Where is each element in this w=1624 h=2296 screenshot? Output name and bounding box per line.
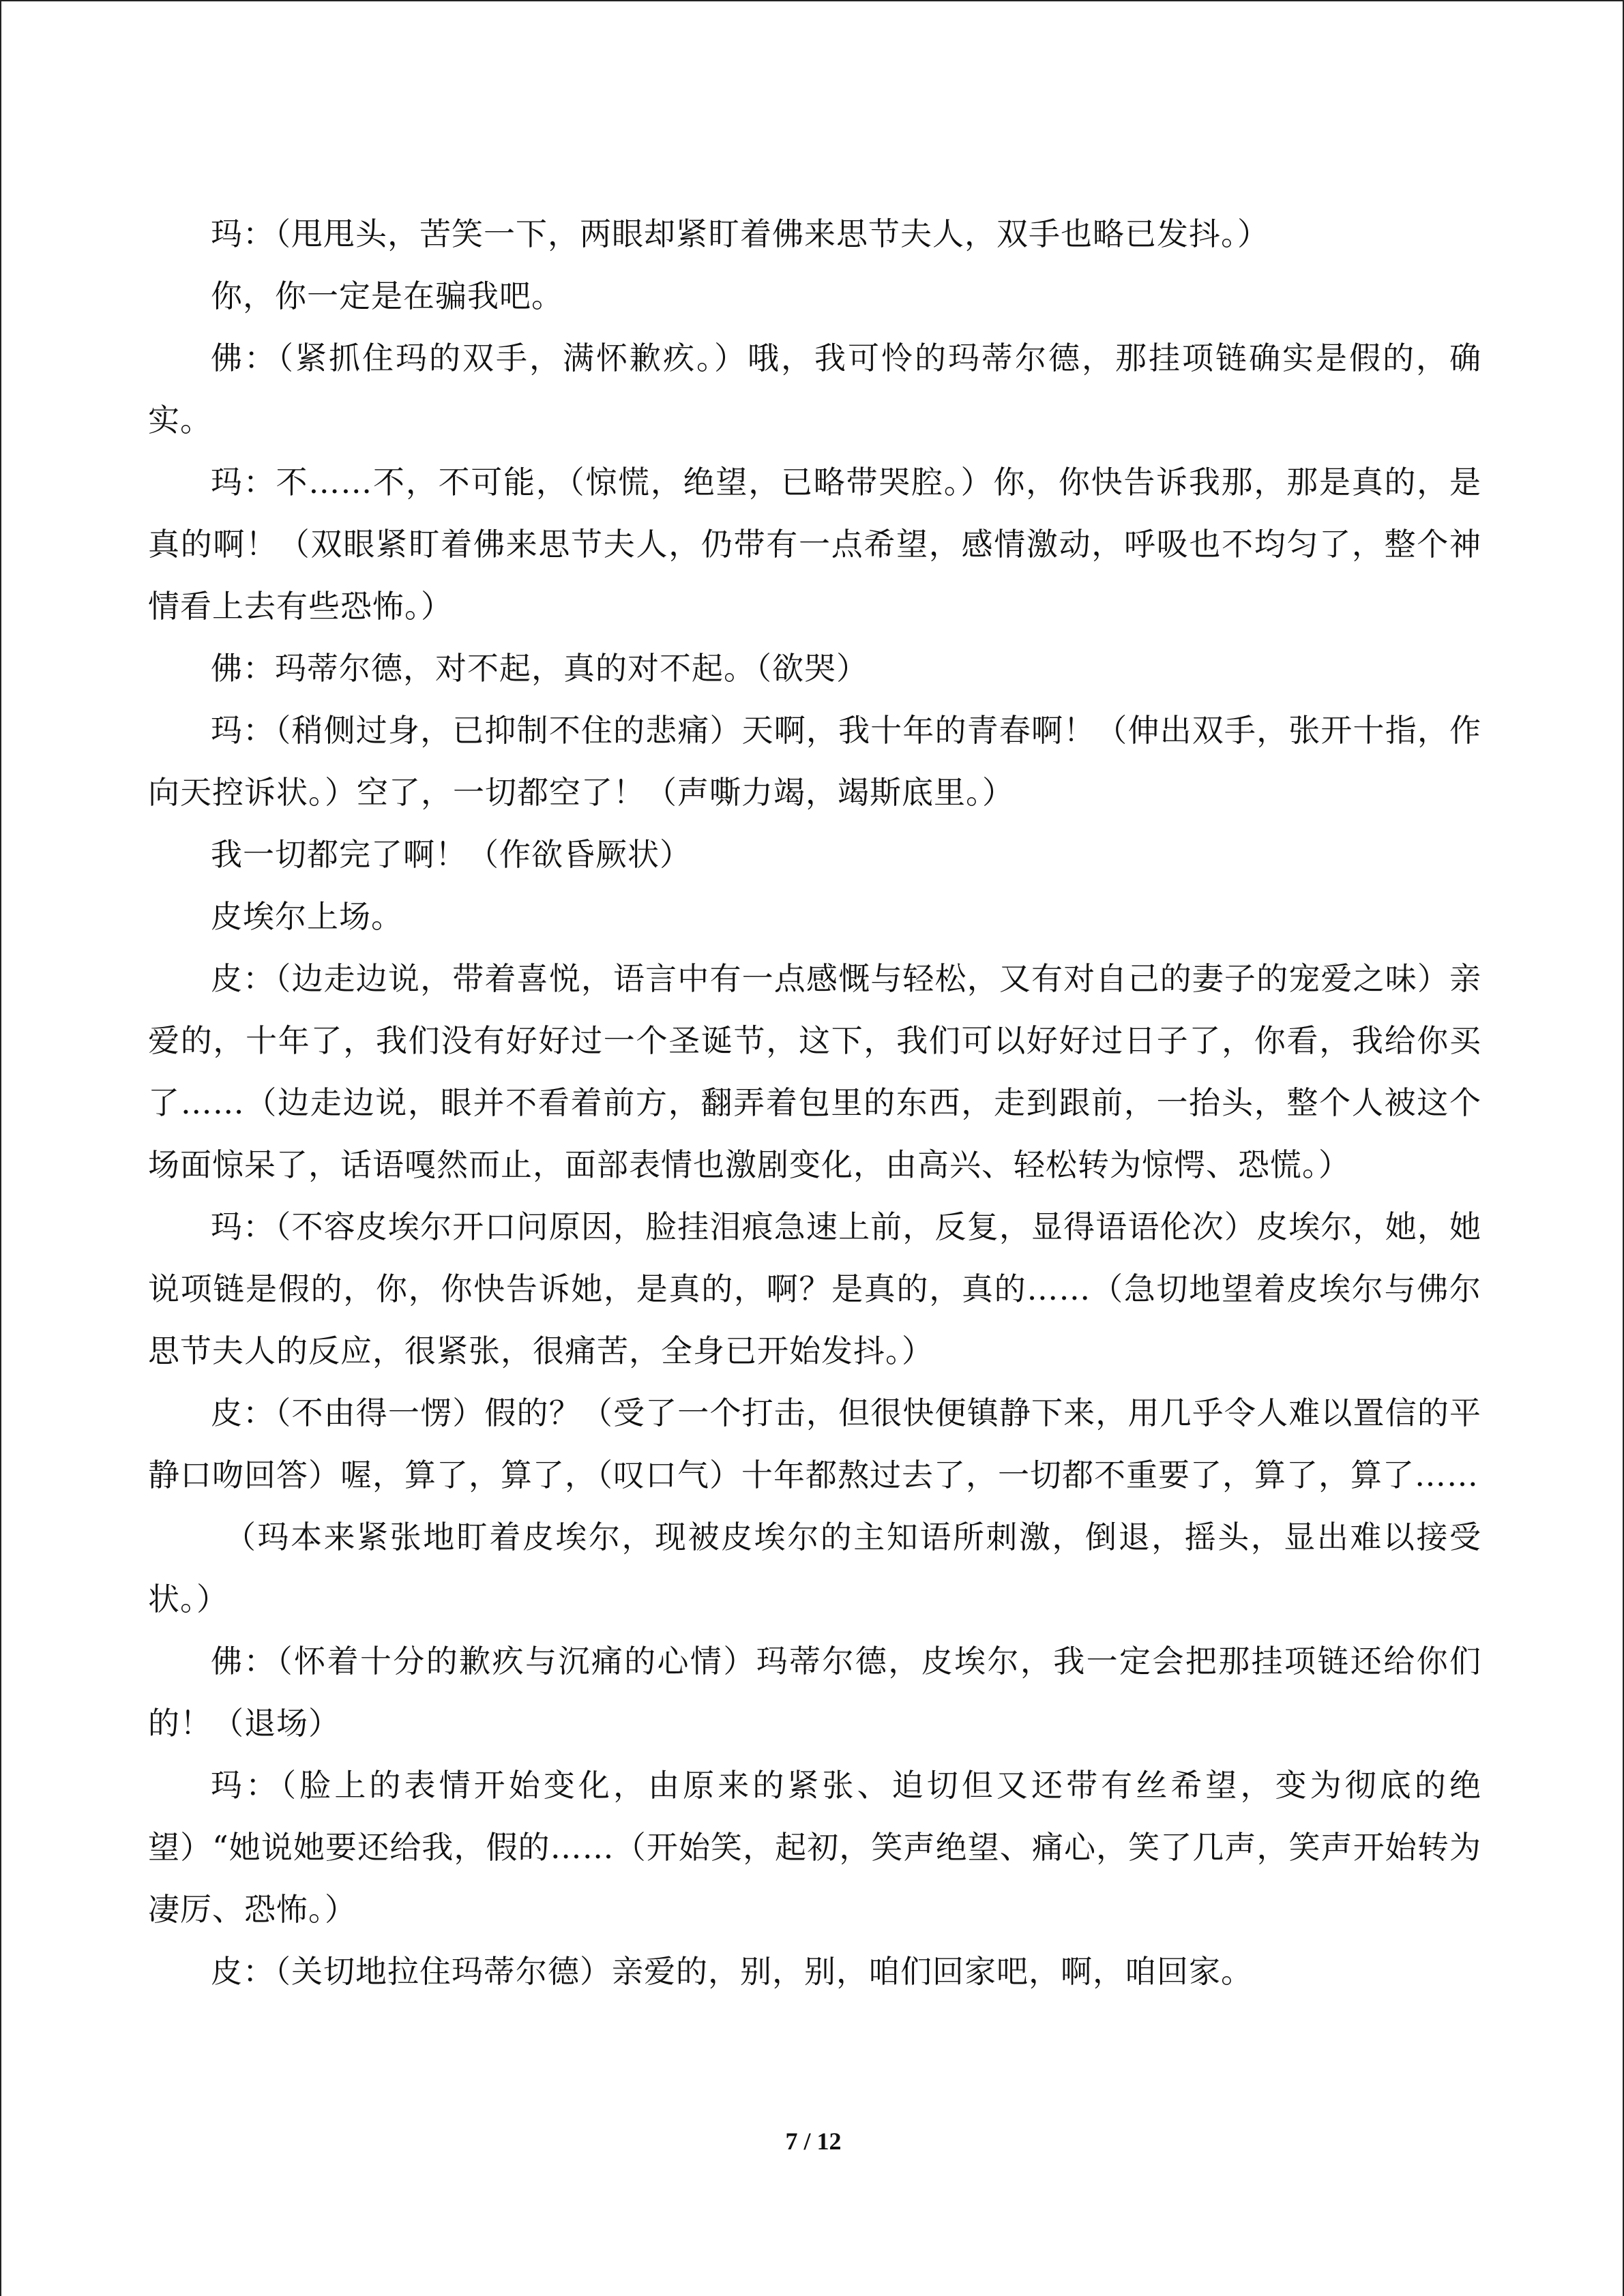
paragraph-fo-promise: 佛：（怀着十分的歉疚与沉痛的心情）玛蒂尔德，皮埃尔，我一定会把那挂项链还给你们的！（退场） — [148, 1643, 1481, 1742]
stage-direction-pierre-enters: 皮埃尔上场。 — [211, 898, 403, 935]
stage-direction-ma-reaction: （玛本来紧张地盯着皮埃尔，现被皮埃尔的主知语所刺激，倒退，摇头，显出难以接受状。） — [148, 1519, 1481, 1617]
page-number: 7 / 12 — [785, 2128, 842, 2155]
paragraph-ma-shakes-head: 玛：（甩甩头，苦笑一下，两眼却紧盯着佛来思节夫人，双手也略已发抖。） — [211, 215, 1269, 252]
paragraph-fo-apology: 佛：玛蒂尔德，对不起，真的对不起。（欲哭） — [211, 650, 868, 687]
paragraph-pi-comforts: 皮：（关切地拉住玛蒂尔德）亲爱的，别，别，咱们回家吧，啊，咱回家。 — [211, 1953, 1253, 1990]
paragraph-ma-despair: 玛：（脸上的表情开始变化，由原来的紧张、迫切但又还带有丝希望，变为彻底的绝望）“她说她要还给我，假的……（开始笑，起初，笑声绝望、痛心，笑了几声，笑声开始转为凄厉、恐怖。） — [148, 1767, 1481, 1928]
paragraph-ma-collapse: 我一切都完了啊！（作欲昏厥状） — [211, 836, 692, 873]
script-body — [148, 203, 1481, 2003]
paragraph-ma-grief: 玛：（稍侧过身，已抑制不住的悲痛）天啊，我十年的青春啊！（伸出双手，张开十指，作向天控诉状。）空了，一切都空了！（声嘶力竭，竭斯底里。） — [148, 712, 1481, 811]
paragraph-ma-accuses: 你，你一定是在骗我吧。 — [211, 278, 563, 314]
paragraph-pi-enters-speaking: 皮：（边走边说，带着喜悦，语言中有一点感慨与轻松，又有对自己的妻子的宠爱之味）亲爱的，十年了，我们没有好好过一个圣诞节，这下，我们可以好好过日子了，你看，我给你买了……（边走边说，眼并不看着前方，翻弄着包里的东西，走到跟前，一抬头，整个人被这个场面惊呆了，话语嘎然而止，面部表情也激剧变化，由高兴、轻松转为惊愕、恐慌。） — [148, 960, 1481, 1183]
paragraph-fo-confirms-fake: 佛：（紧抓住玛的双手，满怀歉疚。）哦，我可怜的玛蒂尔德，那挂项链确实是假的，确实。 — [148, 340, 1481, 438]
paragraph-pi-resigned: 皮：（不由得一愣）假的？（受了一个打击，但很快便镇静下来，用几乎令人难以置信的平静口吻回答）喔，算了，算了，（叹口气）十年都熬过去了，一切都不重要了，算了，算了…… — [148, 1395, 1481, 1493]
paragraph-ma-denial: 玛：不……不，不可能，（惊慌，绝望，已略带哭腔。）你，你快告诉我那，那是真的，是真的啊！（双眼紧盯着佛来思节夫人，仍带有一点希望，感情激动，呼吸也不均匀了，整个神情看上去有些恐怖。） — [148, 464, 1481, 625]
paragraph-ma-pleads: 玛：（不容皮埃尔开口问原因，脸挂泪痕急速上前，反复，显得语语伦次）皮埃尔，她，她说项链是假的，你，你快告诉她，是真的，啊？是真的，真的……（急切地望着皮埃尔与佛尔思节夫人的反应，很紧张，很痛苦，全身已开始发抖。） — [148, 1208, 1481, 1369]
